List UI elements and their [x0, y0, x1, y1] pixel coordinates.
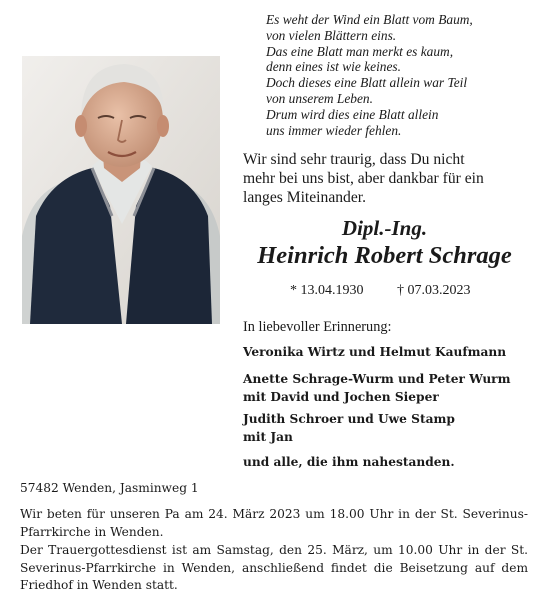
poem-line: von unserem Leben. — [266, 90, 373, 106]
address: 57482 Wenden, Jasminweg 1 — [20, 481, 199, 495]
deceased-name: Heinrich Robert Schrage — [257, 242, 512, 269]
remembrance-label: In liebevoller Erinnerung: — [243, 319, 392, 335]
mourner-line: Anette Schrage-Wurm und Peter Wurm — [243, 372, 511, 386]
portrait-photo — [22, 56, 220, 324]
poem-line: von vielen Blättern eins. — [266, 27, 397, 43]
mourner-group — [243, 344, 506, 362]
intro-line: mehr bei uns bist, aber dankbar für ein — [243, 170, 484, 187]
mourner-line: mit Jan — [243, 429, 293, 444]
mourner-line: mit David und Jochen Sieper — [243, 389, 439, 404]
poem-line: Es weht der Wind ein Blatt vom Baum, — [266, 12, 473, 27]
mourner-line: und alle, die ihm nahestanden. — [243, 455, 455, 469]
mourner-group — [243, 411, 455, 446]
poem-line: Das eine Blatt man merkt es kaum, — [266, 43, 454, 59]
poem-line: uns immer wieder fehlen. — [266, 122, 402, 138]
funeral-paragraph: Der Trauergottesdienst ist am Samstag, den 25. März, um 10.00 Uhr in der St. Severinus-Pfarrkirche in Wenden, anschließend findet die Beisetzung auf dem Friedhof in Wenden statt. — [20, 543, 528, 592]
death-date: † 07.03.2023 — [397, 283, 471, 298]
intro-line: Wir sind sehr traurig, dass Du nicht — [243, 151, 465, 168]
mourner-line: Veronika Wirtz und Helmut Kaufmann — [243, 345, 507, 359]
deceased-title: Dipl.-Ing. — [341, 216, 428, 240]
mourner-group — [243, 371, 511, 406]
mourner-line: Judith Schroer und Uwe Stamp — [243, 412, 455, 426]
poem-line: denn eines ist wie keines. — [266, 59, 401, 75]
poem-line: Drum wird dies eine Blatt allein — [266, 106, 439, 122]
birth-date: * 13.04.1930 — [290, 283, 364, 298]
intro-text — [243, 150, 543, 207]
intro-line: langes Miteinander. — [243, 189, 366, 206]
mourner-group — [243, 454, 455, 472]
poem — [266, 12, 536, 138]
poem-line: Doch dieses eine Blatt allein war Teil — [266, 75, 468, 91]
prayer-paragraph: Wir beten für unseren Pa am 24. März 2023 um 18.00 Uhr in der St. Severinus-Pfarrkirche in Wenden. — [20, 507, 528, 539]
